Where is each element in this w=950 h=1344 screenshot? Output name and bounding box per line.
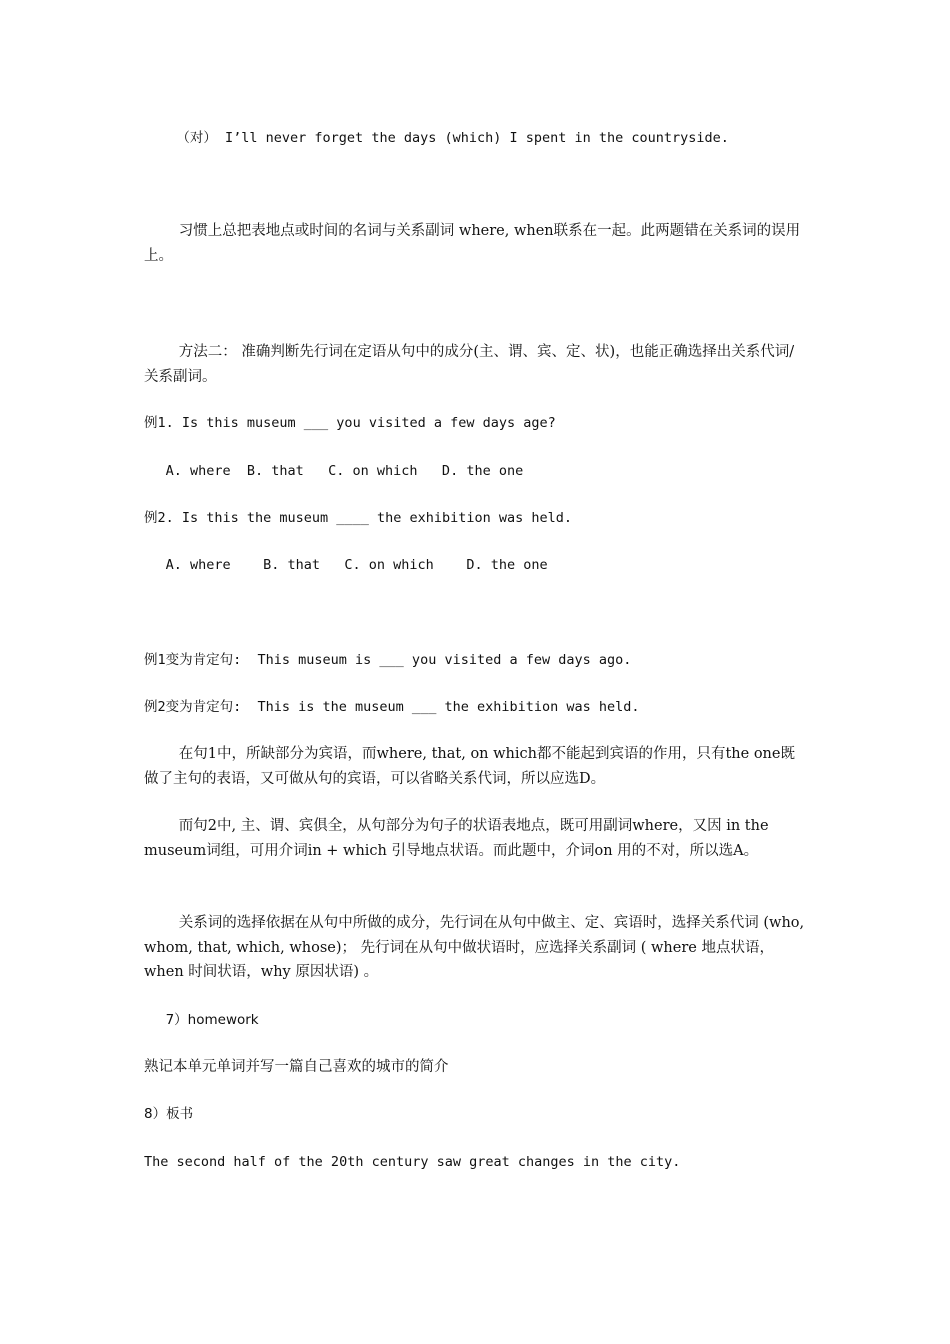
blackboard-text: The second half of the 20th century saw great changes in the city. (144, 1154, 681, 1170)
section-blackboard-heading: 8）板书 (144, 1106, 194, 1122)
section-homework-heading: 7）homework (165, 1012, 259, 1028)
paragraph-relative-word-rule: 关系词的选择依据在从句中所做的成分，先行词在从句中做主、定、宾语时，选择关系代词 (who, whom, that, which, whose)； 先行词在从句中做状语时，应选择关系副词 ( where 地点状语，when 时间状语，why 原因状语) 。 (144, 915, 805, 980)
paragraph-sentence-1-analysis: 在句1中，所缺部分为宾语，而where, that, on which都不能起到宾语的作用，只有the one既做了主句的表语，又可做从句的宾语，可以省略关系代词，所以应选D。 (144, 746, 795, 787)
example-2-question: 例2. Is this the museum ____ the exhibition was held. (144, 510, 573, 526)
example-1-question: 例1. Is this museum ___ you visited a few days age? (144, 415, 556, 431)
example-1-affirmative: 例1变为肯定句: This museum is ___ you visited a few days ago. (144, 652, 632, 668)
paragraph-habit-note: 习惯上总把表地点或时间的名词与关系副词 where, when联系在一起。此两题错在关系词的误用上。 (144, 223, 801, 264)
text-line-correct-example: （对） I’ll never forget the days (which) I spent in the countryside. (176, 130, 729, 146)
example-1-options: A. where B. that C. on which D. the one (165, 463, 524, 479)
example-2-options: A. where B. that C. on which D. the one (165, 557, 548, 573)
homework-text: 熟记本单元单词并写一篇自己喜欢的城市的简介 (144, 1059, 449, 1075)
example-2-affirmative: 例2变为肯定句: This is the museum ___ the exhibition was held. (144, 699, 640, 715)
paragraph-sentence-2-analysis: 而句2中, 主、谓、宾俱全，从句部分为句子的状语表地点，既可用副词where，又因 in the museum词组，可用介词in + which 引导地点状语。而此题中，介词on 用的不对，所以选A。 (144, 818, 769, 859)
paragraph-method-two: 方法二： 准确判断先行词在定语从句中的成分(主、谓、宾、定、状)，也能正确选择出关系代词/关系副词。 (144, 344, 795, 385)
